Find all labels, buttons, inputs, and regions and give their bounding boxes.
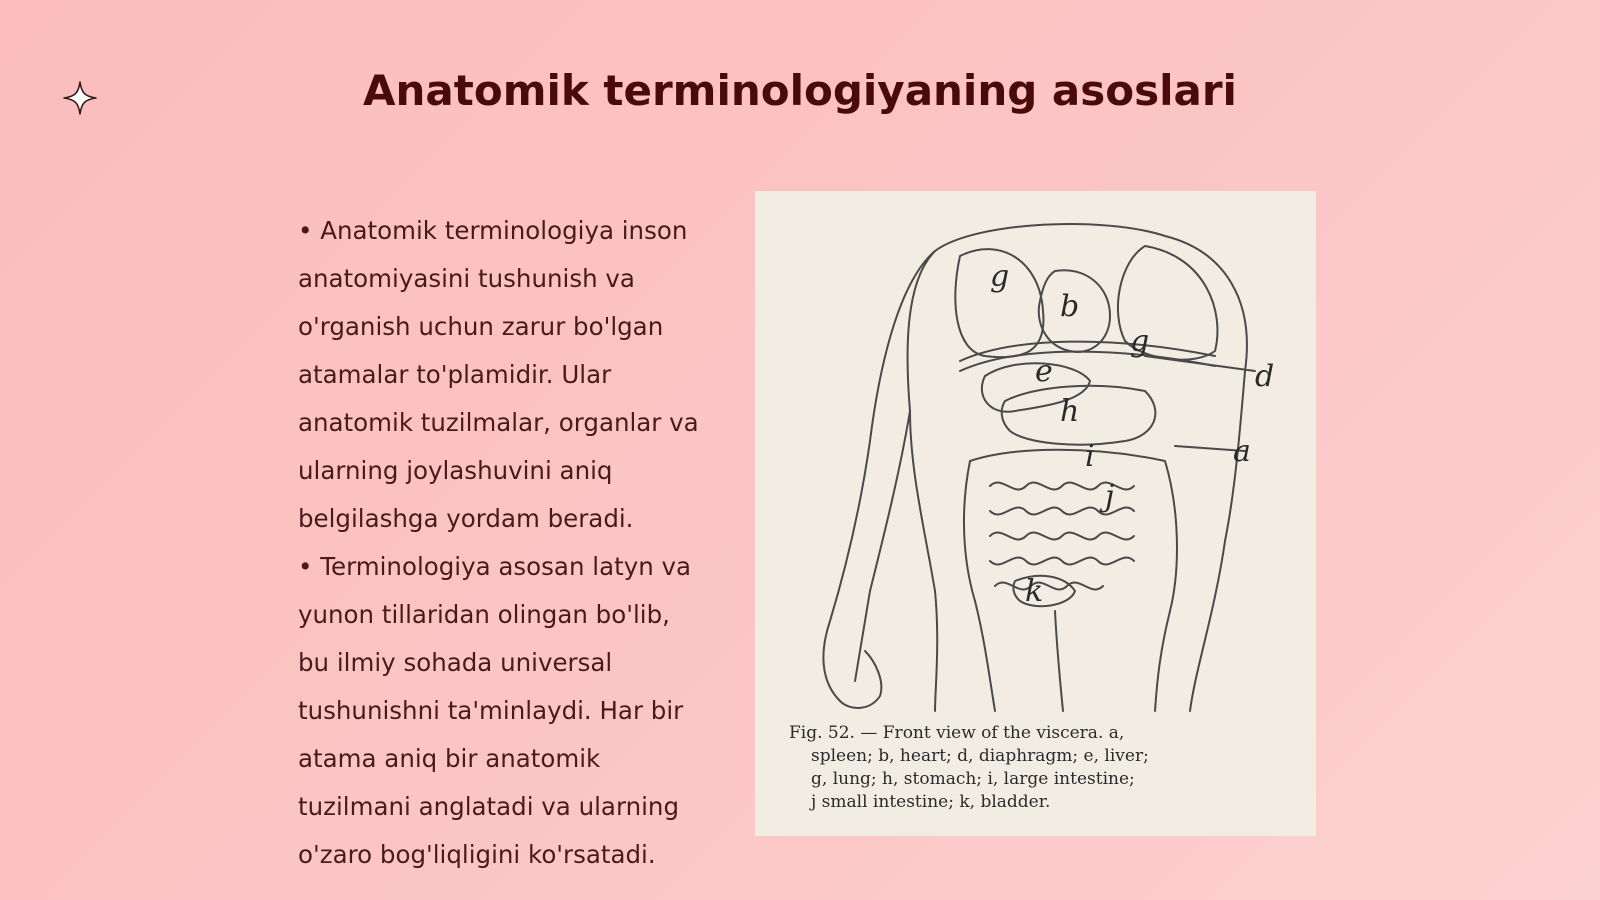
label-e: e (1035, 354, 1053, 389)
bullet-paragraph: • Anatomik terminologiya inson anatomiyasini tushunish va o'rganish uchun zarur bo'lgan atamalar to'plamidir. Ular anatomik tuzilmalar, organlar va ularning joylashuvini aniq belgilashga yordam beradi. (298, 216, 699, 533)
slide-title: Anatomik terminologiyaning asoslari (363, 66, 1237, 115)
label-d: d (1255, 359, 1275, 394)
label-g-right: g (1130, 324, 1150, 359)
caption-line: spleen; b, heart; d, diaphragm; e, liver; (811, 746, 1149, 766)
label-a: a (1233, 434, 1251, 469)
label-h: h (1060, 394, 1080, 429)
caption-line: g, lung; h, stomach; i, large intestine; (811, 769, 1135, 789)
label-i: i (1085, 439, 1095, 474)
caption-line: j small intestine; k, bladder. (811, 792, 1051, 812)
label-g-left: g (990, 259, 1010, 294)
body-text (298, 207, 703, 900)
caption-line: Fig. 52. — Front view of the viscera. a, (789, 723, 1125, 743)
anatomy-figure (755, 191, 1316, 836)
label-b: b (1060, 289, 1080, 324)
label-j: j (1105, 479, 1115, 514)
viscera-illustration (785, 211, 1285, 716)
bullet-paragraph: • Terminologiya asosan latyn va yunon tillaridan olingan bo'lib, bu ilmiy sohada universal tushunishni ta'minlaydi. Har bir atama aniq bir anatomik tuzilmani anglatadi va ularning o'zaro bog'liqligini ko'rsatadi. (298, 552, 692, 869)
label-k: k (1025, 574, 1044, 609)
figure-caption (789, 722, 1289, 814)
